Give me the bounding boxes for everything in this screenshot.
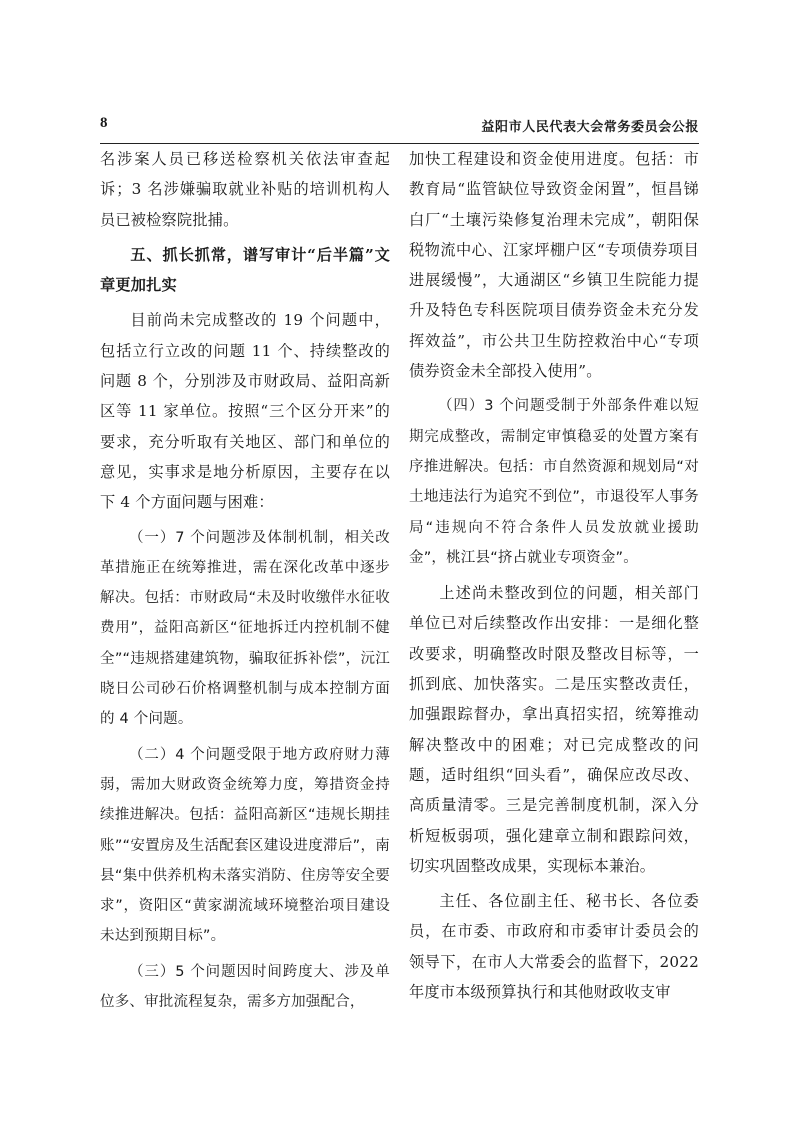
- paragraph: 上述尚未整改到位的问题，相关部门单位已对后续整改作出安排：一是细化整改要求，明确整改时限及整改目标等，一抓到底、加快落实。二是压实整改责任，加强跟踪督办，拿出真招实招，统筹推动解决整改中的困难；对已完成整改的问题，适时组织“回头看”，确保应改尽改、高质量清零。三是完善制度机制，深入分析短板弱项，强化建章立制和跟踪问效，切实巩固整改成果，实现标本兼治。: [409, 584, 699, 875]
- left-column: [100, 144, 390, 1022]
- paragraph-continuation: 名涉案人员已移送检察机关依法审查起诉；3 名涉嫌骗取就业补贴的培训机构人员已被检察院批捕。: [100, 150, 390, 229]
- paragraph: 主任、各位副主任、秘书长、各位委员，在市委、市政府和市委审计委员会的领导下，在市人大常委会的监督下，2022 年度市本级预算执行和其他财政收支审: [409, 892, 699, 1002]
- journal-title: 益阳市人民代表大会常务委员会公报: [481, 120, 699, 135]
- page-number: 8: [100, 115, 108, 131]
- problem-item-4: （四）3 个问题受制于外部条件难以短期完成整改，需制定审慎稳妥的处置方案有序推进解决。包括：市自然资源和规划局“对土地违法行为追究不到位”，市退役军人事务局“违规向不符合条件人员发放就业援助金”，桃江县“挤占就业专项资金”。: [409, 398, 699, 566]
- problem-item-1: （一）7 个问题涉及体制机制，相关改革措施正在统筹推进，需在深化改革中逐步解决。包括：市财政局“未及时收缴伴水征收费用”，益阳高新区“征地拆迁内控机制不健全”“违规搭建建筑物，骗取征拆补偿”，沅江晓日公司砂石价格调整机制与成本控制方面的 4 个问题。: [100, 529, 390, 728]
- right-column: [409, 144, 699, 1012]
- page-header: [100, 115, 699, 144]
- problem-item-3: （三）5 个问题因时间跨度大、涉及单位多、审批流程复杂，需多方加强配合，: [100, 963, 390, 1011]
- paragraph: 目前尚未完成整改的 19 个问题中，包括立行立改的问题 11 个、持续整改的问题 8 个，分别涉及市财政局、益阳高新区等 11 家单位。按照“三个区分开来”的要求，充分听取有关地区、部门和单位的意见，实事求是地分析原因，主要存在以下 4 个方面问题与困难：: [100, 311, 390, 512]
- paragraph-continuation: 加快工程建设和资金使用进度。包括：市教育局“监管缺位导致资金闲置”，恒昌锑白厂“土壤污染修复治理未完成”，朝阳保税物流中心、江家坪棚户区“专项债券项目进展缓慢”，大通湖区“乡镇卫生院能力提升及特色专科医院项目债券资金未充分发挥效益”，市公共卫生防控救治中心“专项债券资金未全部投入使用”。: [409, 150, 699, 381]
- problem-item-2: （二）4 个问题受限于地方政府财力薄弱，需加大财政资金统筹力度，筹措资金持续推进解决。包括：益阳高新区“违规长期挂账”“安置房及生活配套区建设进度滞后”，南县“集中供养机构未落实消防、住房等安全要求”，资阳区“黄家湖流域环境整治项目建设未达到预期目标”。: [100, 746, 390, 945]
- section-heading: 五、抓长抓常，谱写审计“后半篇”文章更加扎实: [100, 245, 390, 295]
